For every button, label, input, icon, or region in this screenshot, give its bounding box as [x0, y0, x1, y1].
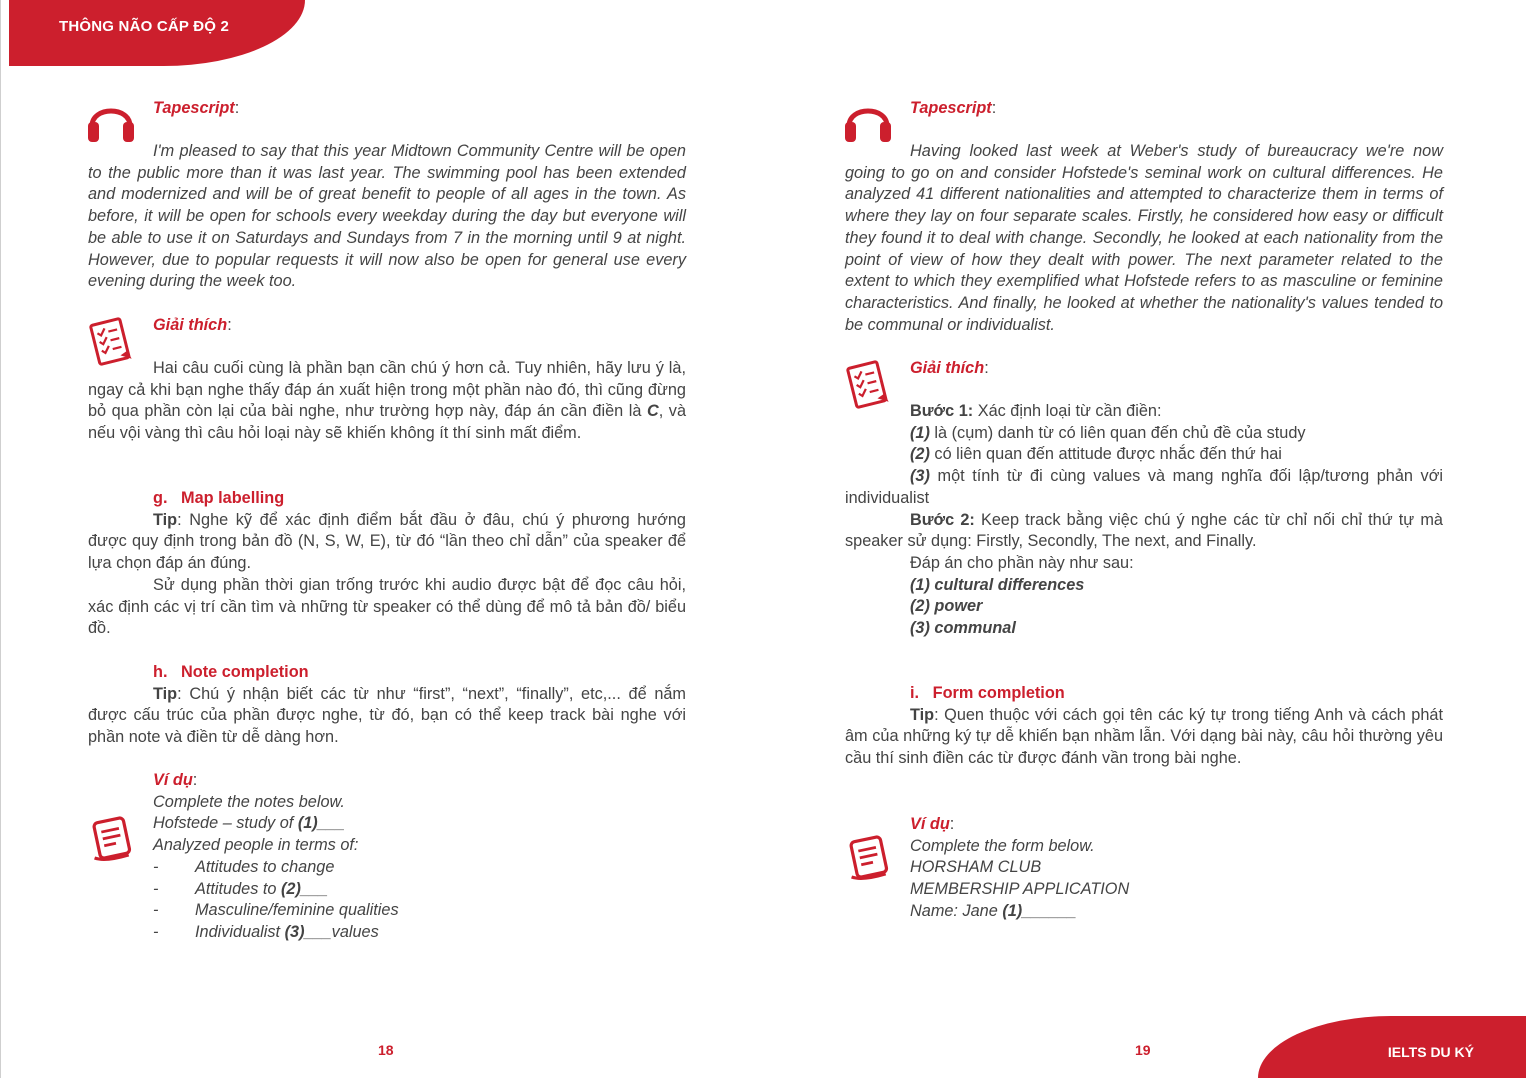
explain-answer: C — [646, 402, 659, 421]
section-g-tip-label: Tip — [153, 510, 178, 529]
tapescript-heading: Tapescript: — [153, 99, 240, 117]
tapescript-label: Tapescript — [910, 99, 992, 117]
headphones-icon — [86, 96, 136, 146]
step2-label: Bước 2: — [910, 510, 975, 529]
brand-tab-label: IELTS DU KÝ — [1387, 1044, 1474, 1060]
section-g-letter: g. — [153, 489, 168, 507]
section-g — [88, 488, 686, 640]
headphones-icon — [843, 96, 893, 146]
tapescript-label: Tapescript — [153, 99, 235, 117]
step1-item-text: có liên quan đến attitude được nhắc đến thứ hai — [929, 445, 1282, 464]
step1-item-num: (3) — [910, 467, 930, 486]
example-block: Ví dụ: Complete the notes below. Hofstede – study of (1)___ Analyzed people in terms of: - Attitudes to change - Attitudes to (2)___ - Masculine/feminine qualities - Individualist (3)___values — [88, 770, 686, 944]
explain-heading: Giải thích: — [153, 316, 232, 334]
step1-text: Xác định loại từ cần điền: — [973, 402, 1162, 420]
example-item — [88, 922, 686, 944]
example-line1: Complete the form below. — [910, 836, 1095, 855]
explain-text — [88, 358, 686, 445]
section-g-title: Map labelling — [181, 489, 285, 507]
example-line4-num: (1) — [1002, 901, 1023, 920]
example-line2-num: (1) — [297, 814, 318, 833]
section-i — [845, 683, 1443, 770]
section-h-title: Note completion — [181, 663, 309, 681]
section-g-tip-text-2: Sử dụng phần thời gian trống trước khi audio được bật để đọc câu hỏi, xác định các vị trí cần tìm và những từ speaker có thể dùng để mô tả bản đồ/ biểu đồ. — [88, 575, 686, 638]
section-h — [88, 662, 686, 749]
answer-num: (2) — [910, 597, 930, 616]
step2-text: Keep track bằng việc chú ý nghe các từ chỉ nối chỉ thứ tự mà speaker sử dụng: Firstly, Secondly, The next, and Finally. — [845, 510, 1443, 551]
example-line1: Complete the notes below. — [153, 792, 345, 811]
section-i-title: Form completion — [932, 684, 1065, 702]
section-h-letter: h. — [153, 663, 168, 681]
tapescript-text: Having looked last week at Weber's study of bureaucracy we're now going to go on and consider Hofstede's seminal work on cultural differences. He analyzed 41 different nationalities and attempted to characterize them in terms of where they lay on four separate scales. Firstly, he considered how easy or difficult they found it to deal with change. Secondly, he looked at each nationality from the point of view of how they dealt with power. The next parameter related to the extent to which they exemplified what Hofstede refers to as masculine or feminine characteristics. And finally, he looked at whether the nationality's values tended to be communal or individualist. — [845, 142, 1443, 334]
answer-text: cultural differences — [929, 575, 1085, 594]
example-line4-pre: Name: Jane — [910, 901, 1003, 920]
example-item-text: Attitudes to — [195, 879, 281, 898]
example-line2-pre: Hofstede – study of — [153, 814, 298, 833]
explain-label: Giải thích — [910, 359, 985, 377]
section-g-tip-text: : Nghe kỹ để xác định điểm bắt đầu ở đâu, chú ý phương hướng được quy định trong bản đồ (N, S, W, E), từ đó “lần theo chỉ dẫn” của speaker để lựa chọn đáp án đúng. — [88, 510, 686, 573]
answer-num: (1) — [910, 575, 930, 594]
answer-text: power — [929, 597, 983, 616]
example-line2-post: ___ — [317, 814, 345, 833]
example-item-num: (3) — [284, 922, 305, 941]
example-item-text: Individualist — [195, 922, 285, 941]
section-h-tip-label: Tip — [153, 684, 178, 703]
example-item-text: Masculine/feminine qualities — [195, 901, 399, 920]
example-label: Ví dụ — [910, 815, 950, 833]
example-line3: Analyzed people in terms of: — [153, 836, 359, 855]
explain-text-part1: Hai câu cuối cùng là phần bạn cần chú ý hơn cả. Tuy nhiên, hãy lưu ý là, ngay cả khi bạn nghe thấy đáp án xuất hiện trong một phần nào đó, thì cũng đừng bỏ qua phần còn lại của bài nghe, như trường hợp này, đáp án cần điền là — [88, 359, 686, 421]
example-item — [88, 900, 686, 922]
example-item — [88, 857, 686, 879]
example-item-blank: ___ — [300, 879, 329, 898]
example-line4-blank: ______ — [1022, 901, 1077, 920]
chapter-tab-label: THÔNG NÃO CẤP ĐỘ 2 — [59, 18, 230, 35]
brand-tab — [1258, 1016, 1526, 1078]
explain-label: Giải thích — [153, 316, 228, 334]
tapescript-text: I'm pleased to say that this year Midtown Community Centre will be open to the public more than it was last year. The swimming pool has been extended and modernized and will be of great benefit to people of all ages in the town. As before, it will be open for schools every weekday during the day but everyone will be able to use it on Saturdays and Sundays from 7 in the morning until 9 at night. However, due to popular requests it will now also be open for general use every evening during the week too. — [88, 142, 686, 291]
explain-heading: Giải thích: — [910, 359, 989, 377]
example-item-blank: ___values — [304, 922, 379, 941]
example-item-dash: - — [153, 901, 159, 920]
example-item-text: Attitudes to change — [195, 857, 335, 876]
right-page — [763, 0, 1526, 1078]
explain-steps — [845, 401, 1443, 640]
example-item-dash: - — [153, 857, 159, 876]
section-i-tip-label: Tip — [910, 705, 935, 724]
chapter-tab — [9, 0, 305, 66]
example-item — [88, 879, 686, 901]
answer-text: communal — [929, 619, 1016, 638]
section-i-tip-text: : Quen thuộc với cách gọi tên các ký tự trong tiếng Anh và cách phát âm của những ký tự dễ khiến bạn nhầm lẫn. Với dạng bài này, câu hỏi thường yêu cầu thí sinh điền các từ được đánh vần trong bài nghe. — [845, 705, 1443, 768]
page-number-left: 18 — [378, 1042, 394, 1058]
step1-item-text: một tính từ đi cùng values và mang nghĩa đối lập/tương phản với individualist — [845, 467, 1443, 507]
explain-text-part2: , và nếu vội vàng thì câu hỏi loại này sẽ khiến không ít thí sinh mất điểm. — [88, 402, 686, 443]
example-item-dash: - — [153, 922, 159, 941]
step1-item-text: là (cụm) danh từ có liên quan đến chủ đề của study — [929, 423, 1306, 442]
example-line3: MEMBERSHIP APPLICATION — [910, 880, 1130, 899]
answer-num: (3) — [910, 619, 930, 638]
example-line4 — [845, 901, 1443, 923]
section-i-letter: i. — [910, 684, 920, 702]
example-item-num: (2) — [280, 879, 301, 898]
step1-item-num: (1) — [910, 423, 930, 442]
step1-label: Bước 1: — [910, 402, 974, 420]
section-h-tip-text: : Chú ý nhận biết các từ như “first”, “next”, “finally”, etc,... để nắm được cấu trúc của phần được nghe, từ đó, bạn có thể keep track bài nghe với phần note và điền từ dễ dàng hơn. — [88, 684, 686, 747]
example-block: Ví dụ: Complete the form below. HORSHAM CLUB MEMBERSHIP APPLICATION Name: Jane (1)______ — [845, 814, 1443, 923]
page-number-right: 19 — [1135, 1042, 1151, 1058]
tapescript-heading: Tapescript: — [910, 99, 997, 117]
example-line2: HORSHAM CLUB — [910, 858, 1042, 877]
example-line2 — [88, 813, 686, 835]
step1-item-num: (2) — [910, 445, 930, 464]
answers-intro: Đáp án cho phần này như sau: — [910, 553, 1134, 572]
example-item-dash: - — [153, 879, 159, 898]
example-label: Ví dụ — [153, 771, 193, 789]
